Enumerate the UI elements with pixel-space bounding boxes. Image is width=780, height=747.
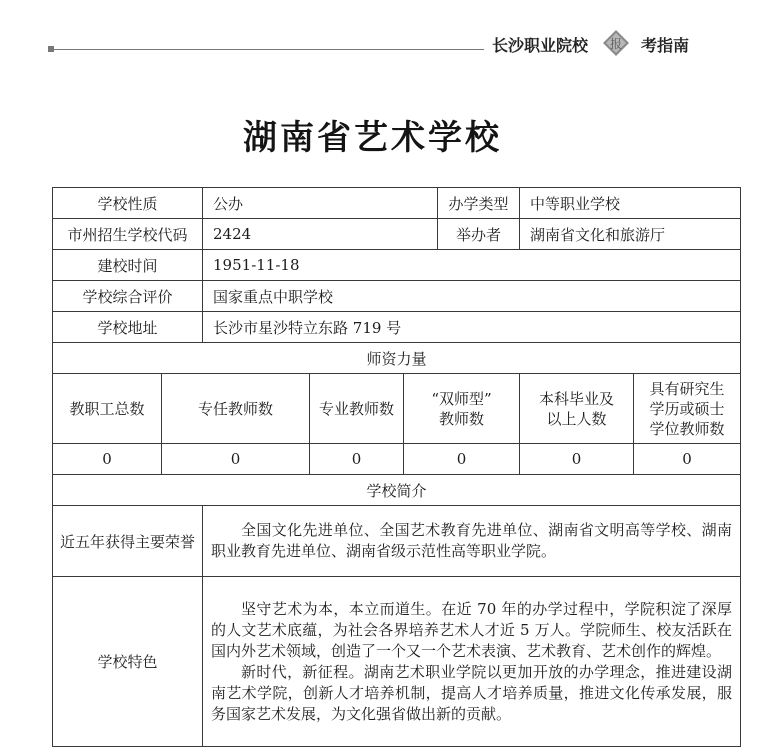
header-right-text: 考指南 [641,36,690,55]
faculty-value-4: 0 [520,444,634,475]
school-info-table [52,187,741,747]
features-text [203,577,741,747]
faculty-value-0: 0 [53,444,162,475]
faculty-value-5: 0 [634,444,741,475]
features-label: 学校特色 [53,577,203,747]
faculty-header-0-text: 教职工总数 [69,399,145,418]
page-title: 湖南省艺术学校 [243,118,502,158]
header-left-text: 长沙职业院校 [492,36,589,55]
address-value: 长沙市星沙特立东路 719 号 [203,312,741,343]
table-row [53,250,741,281]
table-row [53,312,741,343]
faculty-value-1: 0 [162,444,310,475]
diamond-emblem-icon [603,30,629,56]
honors-label: 近五年获得主要荣誉 [53,506,203,577]
table-row [53,188,741,219]
faculty-section-title: 师资力量 [53,343,741,374]
run-type-label: 办学类型 [438,188,520,219]
faculty-header-2 [310,374,404,444]
rating-label: 学校综合评价 [53,281,203,312]
faculty-header-1 [162,374,310,444]
honors-text: 全国文化先进单位、全国艺术教育先进单位、湖南省文明高等学校、湖南职业教育先进单位、湖南省级示范性高等职业学院。 [203,506,741,577]
run-type-value: 中等职业学校 [520,188,741,219]
features-paragraph-1: 坚守艺术为本，本立而道生。在近 70 年的办学过程中，学院积淀了深厚的人文艺术底蕴，为社会各界培养艺术人才近 5 万人。学院师生、校友活跃在国内外艺术领域，创造了一个又一个艺术表演、艺术教育、艺术创作的辉煌。 [211,599,733,660]
founded-value: 1951-11-18 [203,250,741,281]
faculty-header-5-text: 具有研究生 学历或硕士 学位教师数 [649,379,725,438]
faculty-value-2: 0 [310,444,404,475]
faculty-header-5 [634,374,741,444]
emblem-char: 报 [609,37,623,51]
table-row [53,475,741,506]
header-rule [52,49,484,50]
intro-section-title: 学校简介 [53,475,741,506]
faculty-header-3-text: “双师型” 教师数 [431,389,492,428]
table-row [53,444,741,475]
school-nature-label: 学校性质 [53,188,203,219]
school-nature-value: 公办 [203,188,438,219]
faculty-value-3: 0 [404,444,520,475]
faculty-header-2-text: 专业教师数 [319,399,395,418]
code-value: 2424 [203,219,438,250]
sponsor-label: 举办者 [438,219,520,250]
sponsor-value: 湖南省文化和旅游厅 [520,219,741,250]
founded-label: 建校时间 [53,250,203,281]
rating-value: 国家重点中职学校 [203,281,741,312]
table-row [53,374,741,444]
table-row [53,343,741,374]
address-label: 学校地址 [53,312,203,343]
table-row [53,219,741,250]
table-row [53,506,741,577]
table-row [53,281,741,312]
faculty-header-4-text: 本科毕业及 以上人数 [539,389,615,428]
faculty-header-3 [404,374,520,444]
features-paragraph-2: 新时代，新征程。湖南艺术职业学院以更加开放的办学理念，推进建设湖南艺术学院，创新人才培养机制，提高人才培养质量，推进文化传承发展，服务国家艺术发展，为文化强省做出新的贡献。 [211,662,733,723]
table-row [53,577,741,747]
faculty-header-0 [53,374,162,444]
faculty-header-4 [520,374,634,444]
code-label: 市州招生学校代码 [53,219,203,250]
faculty-header-1-text: 专任教师数 [198,399,274,418]
